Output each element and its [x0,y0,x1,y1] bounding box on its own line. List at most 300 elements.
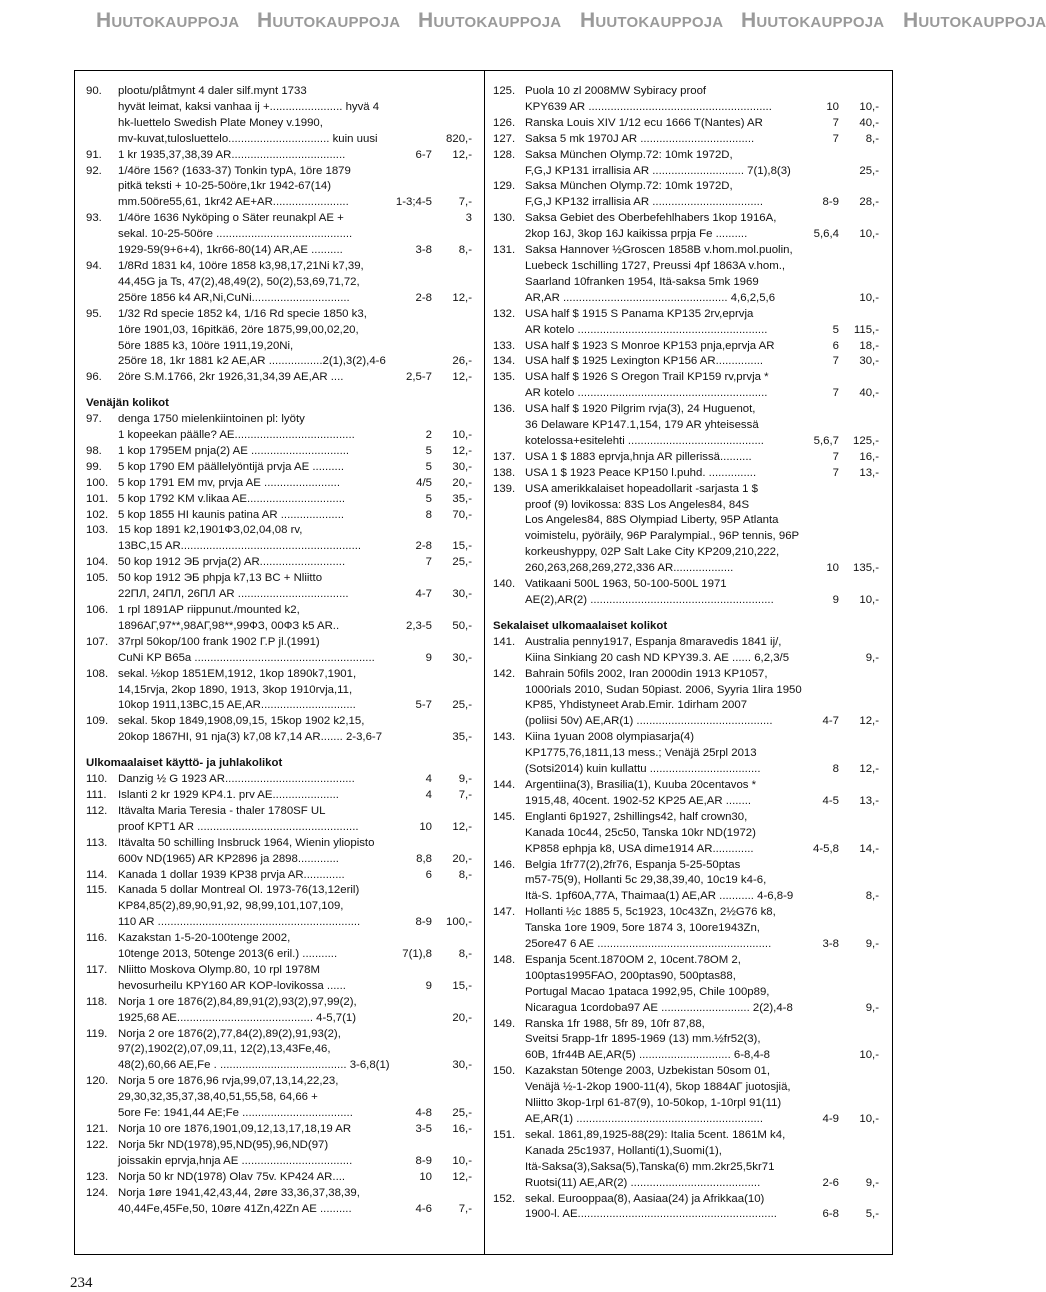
lot-line [118,354,472,370]
lot-number: 146. [493,858,516,871]
lot-line [525,794,879,810]
lot-description: Saksa 5 mk 1970J AR .................................... [525,132,755,145]
lot-line [118,370,472,386]
lot-line [525,339,879,355]
lot-entry [86,1138,472,1170]
section-heading: Venäjän kolikot [86,397,169,410]
lot-entry [86,836,472,868]
lot-description: pitkä teksti + 10-25-50öre,1kr 1942-67(14) [118,180,332,193]
lot-description: 1929-59(9+6+4), 1kr66-80(14) AR,AE .......... [118,244,343,257]
lot-line [118,1202,472,1218]
lot-price: 30,- [452,588,472,601]
lot-price: 15,- [452,540,472,553]
lot-description: joissakin eprvja,hnja AE ................................... [118,1154,353,1167]
right-column [493,84,879,1223]
lot-price: 15,- [452,979,472,992]
lot-description: 1 kr 1935,37,38,39 AR.................................... [118,148,346,161]
page-banner [0,0,1046,40]
lot-entry [493,730,879,778]
lot-number: 149. [493,1017,516,1030]
lot-description: Sveitsi 5rapp-1fr 1895-1969 (13) mm.½fr52(3), [525,1033,761,1046]
lot-line [118,211,472,227]
lot-description: sekal. Eurooppaa(8), Aasiaa(24) ja Afrikkaa(10) [525,1192,765,1205]
lot-line [118,323,472,339]
lot-description: Saarland 10franken 1954, Itä-saksa 5mk 1969 [525,275,759,288]
lot-line [118,539,472,555]
lot-line [118,915,472,931]
lot-price: 12,- [452,1170,472,1183]
lot-price: 50,- [452,619,472,632]
lot-number: 127. [493,132,516,145]
lot-price: 10,- [452,1154,472,1167]
lot-description: proof (9) lovikossa: 83S Los Angeles84, 84S [525,498,750,511]
lot-line [118,307,472,323]
lot-description: Argentiina(3), Brasilia(1), Kuuba 20centavos * [525,778,757,791]
lot-description: 5 kop 1790 EM päällelyöntijä prvja AE .......... [118,460,345,473]
lot-entry [86,667,472,715]
lot-grade: 2-8 [415,291,432,304]
lot-price: 16,- [452,1123,472,1135]
lot-number: 134. [493,355,516,368]
lot-entry [86,476,472,492]
lot-description: 260,263,268,269,272,336 AR................... [525,562,734,575]
lot-description: hyvät leimat, kaksi vanhaa ij +....................... hyvä 4 [118,100,380,113]
lot-entry [493,466,879,482]
lot-grade: 10 [826,100,839,113]
lot-line [525,195,879,211]
lot-description: 40,44Fe,45Fe,50, 10øre 41Zn,42Zn AE .......... [118,1202,352,1215]
lot-grade: 2-8 [415,540,432,553]
lot-price: 35,- [452,731,472,744]
lot-entry [493,307,879,339]
lot-line [525,985,879,1001]
lot-price: 16,- [859,450,879,463]
lot-description: 50 kop 1912 ЭБ phpja k7,13 BC + Nliitto [118,572,323,585]
lot-line [525,1001,879,1017]
lot-entry [493,577,879,609]
lot-number: 109. [86,715,109,728]
lot-grade: 7(1),8 [402,948,432,961]
lot-description: Norja 1 ore 1876(2),84,89,91(2),93(2),97,99(2), [118,995,357,1008]
lot-entry [86,772,472,788]
lot-line [525,386,879,402]
lot-price: 18,- [859,339,879,352]
lot-entry [86,1170,472,1186]
lot-grade: 4-5,8 [813,842,839,855]
lot-entry [86,84,472,148]
lot-description: Nliitto Moskova Olymp.80, 10 rpl 1978M [118,963,320,976]
lot-line [525,826,879,842]
lot-line [118,227,472,243]
lot-line [118,804,472,820]
lot-grade: 4-5 [822,794,839,807]
lot-line [118,979,472,995]
lot-description: 44,45G ja Ts, 47(2),48,49(2), 50(2),53,69,71,72, [118,275,360,288]
lot-number: 151. [493,1128,516,1141]
lot-grade: 3-5 [415,1123,432,1135]
lot-entry [493,1064,879,1128]
lot-description: 97(2),1902(2),07,09,11, 12(2),13,43Fe,46, [118,1043,331,1056]
lot-line [118,148,472,164]
lot-line [118,179,472,195]
lot-price: 12,- [452,371,472,384]
lot-line [525,762,879,778]
lot-line [525,1160,879,1176]
lot-line [118,243,472,259]
lot-line [525,132,879,148]
lot-description: Ruotsi(11) AE,AR(2) ......................................... [525,1176,761,1189]
lot-entry [86,995,472,1027]
lot-line [525,1207,879,1223]
lot-price: 8,- [865,890,879,903]
lot-number: 112. [86,804,108,817]
lot-entry [493,953,879,1017]
lot-line [525,577,879,593]
lot-number: 132. [493,307,516,320]
lot-description: Norja 50 kr ND(1978) Olav 75v. KP424 AR.... [118,1170,346,1183]
lot-entry [86,460,472,476]
lot-entry [86,508,472,524]
lot-line [118,444,472,460]
lot-line [525,482,879,498]
lot-line [525,402,879,418]
lot-price: 125,- [853,434,879,447]
lot-description: Saksa Gebiet des Oberbefehlhabers 1kop 1916A, [525,212,777,225]
lot-line [525,667,879,683]
lot-description: USA half $ 1923 S Monroe KP153 pnja,eprvja AR [525,339,775,352]
lot-number: 141. [493,635,516,648]
lot-line [525,1112,879,1128]
lot-description: Nicaragua 1cordoba97 AE ............................ 2(2),4-8 [525,1001,793,1014]
lot-price: 7,- [458,196,472,209]
lot-description: Saksa Hannover ½Groscen 1858B v.hom.mol.puolin, [525,244,793,257]
lot-line [118,339,472,355]
lot-description: m57-75(9), Hollanti 5c 29,38,39,40, 10c19 k4-6, [525,874,767,887]
lot-number: 108. [86,667,109,680]
lot-line [118,1186,472,1202]
lot-line [525,1032,879,1048]
lot-grade: 10 [419,1170,432,1183]
lot-line [525,307,879,323]
lot-line [525,148,879,164]
lot-number: 113. [86,836,108,849]
lot-number: 91. [86,148,102,161]
lot-grade: 5 [425,444,432,457]
lot-number: 152. [493,1192,516,1205]
lot-line [118,275,472,291]
lot-number: 131. [493,244,516,257]
lot-price: 70,- [452,508,472,521]
lot-description: korkeushyppy, 02P Salt Lake City KP209,210,222, [525,546,780,559]
lot-description: sekal. 1861,89,1925-88(29): Italia 5cent. 1861M k4, [525,1128,786,1141]
lot-price: 25,- [452,556,472,569]
lot-number: 111. [86,788,107,801]
lot-description: Itävalta Maria Teresia - thaler 1780SF UL [118,804,326,817]
lot-line [525,1144,879,1160]
lot-description: Ranska 1fr 1988, 5fr 89, 10fr 87,88, [525,1017,705,1030]
lot-number: 110. [86,773,108,786]
lot-price: 30,- [452,651,472,664]
lot-line [118,1011,472,1027]
lot-line [525,450,879,466]
lot-price: 7,- [458,788,472,801]
lot-grade: 4-8 [415,1107,432,1120]
lot-number: 97. [86,413,102,426]
lot-price: 25,- [452,699,472,712]
lot-number: 98. [86,444,102,457]
lot-entry [493,148,879,180]
banner-text: Huutokauppoja [418,9,562,32]
lot-price: 25,- [452,1107,472,1120]
lot-grade: 3-8 [822,938,839,951]
lot-line [525,953,879,969]
section-heading: Ulkomaalaiset käyttö- ja juhlakolikot [86,757,283,770]
lot-description: 50 kop 1912 ЭБ prvja(2) AR........................... [118,556,346,569]
lot-number: 144. [493,778,516,791]
lot-number: 147. [493,906,516,919]
lot-line [118,164,472,180]
lot-description: KP858 ephpja k8, USA dime1914 AR............. [525,842,754,855]
lot-line [525,227,879,243]
lot-description: Islanti 2 kr 1929 KP4.1. prv AE..................... [118,788,339,801]
lot-number: 123. [86,1170,109,1183]
lot-description: Belgia 1fr77(2),2fr76, Espanja 5-25-50ptas [525,858,741,871]
lot-description: 10tenge 2013, 50tenge 2013(6 eril.) ........... [118,948,338,961]
left-column [86,84,472,1217]
lot-grade: 6 [832,339,839,352]
lot-description: mm.50öre55,61, 1kr42 AE+AR........................ [118,196,349,209]
lot-number: 104. [86,556,109,569]
lot-line [525,370,879,386]
lot-number: 107. [86,635,109,648]
banner-text: Huutokauppoja [96,9,240,32]
lot-price: 8,- [458,244,472,257]
lot-description: KP85, Yhdistyneet Arab.Emir. 1dirham 2007 [525,699,748,712]
lot-grade: 7 [832,355,839,368]
lot-entry [86,444,472,460]
lot-description: Puola 10 zl 2008MW Sybiracy proof [525,85,707,97]
lot-number: 143. [493,731,516,744]
lot-description: CuNi KP B65a ......................................................... [118,651,375,664]
lot-description: sekal. ½kop 1851EM,1912, 1kop 1890k7,1901, [118,667,357,680]
lot-description: 13BC,15 AR......................................................... [118,540,362,553]
lot-description: Kazakstan 50tenge 2003, Uzbekistan 50som 01, [525,1065,771,1078]
lot-entry [493,1192,879,1224]
lot-line [525,513,879,529]
lot-description: hevosurheilu KPY160 AR KOP-lovikossa ...... [118,979,346,992]
lot-number: 129. [493,180,516,193]
lot-line [525,164,879,180]
lot-line [525,1176,879,1192]
lot-price: 20,- [452,476,472,489]
lot-price: 12,- [859,715,879,728]
lot-entry [86,307,472,371]
lot-description: 5ore Fe: 1941,44 AE;Fe ................................... [118,1107,353,1120]
lot-entry [86,148,472,164]
lot-entry [86,571,472,603]
lot-grade: 6-7 [415,148,432,161]
lot-price: 12,- [452,148,472,161]
lot-grade: 2,3-5 [406,619,432,632]
lot-grade: 10 [826,562,839,575]
lot-number: 118. [86,995,108,1008]
lot-price: 12,- [452,291,472,304]
lot-grade: 7 [832,116,839,129]
lot-description: 1/32 Rd specie 1852 k4, 1/16 Rd specie 1850 k3, [118,307,367,320]
lot-description: 1 rpl 1891АР riippunut./mounted k2, [118,604,300,616]
lot-description: sekal. 5kop 1849,1908,09,15, 15kop 1902 k2,15, [118,715,365,728]
lot-line [525,810,879,826]
lot-description: 1896АГ,97**,98АГ,98**,99ФЗ, 00ФЗ k5 AR.. [118,619,340,632]
lot-description: voimistelu, pyöräily, 96P Paralympial., 96P tennis, 96P [525,530,800,543]
lot-price: 9,- [865,651,879,664]
lot-line [118,714,472,730]
lot-number: 135. [493,371,516,384]
lot-description: Kanada 10c44, 25c50, Tanska 10kr ND(1972) [525,826,756,839]
lot-description: AR kotelo ............................................................ [525,387,768,400]
lot-line [525,243,879,259]
lot-description: F,G,J KP131 irrallisia AR ............................. 7(1),8(3) [525,164,791,177]
lot-number: 130. [493,212,516,225]
lot-grade: 8-9 [822,196,839,209]
lot-entry [493,132,879,148]
lot-number: 145. [493,810,516,823]
lot-grade: 7 [832,466,839,479]
lot-entry [86,1027,472,1075]
lot-line [525,873,879,889]
lot-line [118,772,472,788]
lot-line [118,899,472,915]
lot-description: KP1775,76,1811,13 mess.; Venäjä 25rpl 2013 [525,747,757,760]
lot-description: Itävalta 50 schilling Insbruck 1964, Wienin yliopisto [118,836,375,849]
lot-line [118,635,472,651]
lot-line [118,1090,472,1106]
column-divider [484,70,485,1255]
lot-grade: 3 [465,212,472,225]
lot-price: 115,- [853,323,879,336]
lot-line [118,931,472,947]
lot-line [118,603,472,619]
lot-description: Itä-S. 1pf60A,77A, Thaimaa(1) AE,AR ........... 4-6,8-9 [525,890,794,903]
lot-entry [86,164,472,212]
lot-line [525,466,879,482]
lot-description: 36 Delaware KP147.1,154, 179 AR yhteisessä [525,419,759,432]
lot-grade: 5 [425,492,432,505]
lot-number: 122. [86,1138,109,1151]
lot-entry [493,1017,879,1065]
lot-grade: 9 [425,979,432,992]
lot-description: Vatikaani 500L 1963, 50-100-500L 1971 [525,578,727,591]
lot-description: 1 kop 1795EM pnja(2) AE ............................... [118,444,350,457]
lot-description: (Sotsi2014) kuin kullattu ................................... [525,763,761,776]
lot-entry [86,1074,472,1122]
lot-number: 124. [86,1186,109,1199]
lot-description: Norja 1øre 1941,42,43,44, 2øre 33,36,37,38,39, [118,1186,360,1199]
lot-entry [86,603,472,635]
lot-line [118,1170,472,1186]
lot-description: USA amerikkalaiset hopeadollarit -sarjasta 1 $ [525,482,758,495]
lot-grade: 4-7 [415,588,432,601]
lot-line [118,1138,472,1154]
lot-entry [493,354,879,370]
lot-grade: 8 [832,763,839,776]
lot-line [118,1154,472,1170]
lot-description: Australia penny1917, Espanja 8maravedis 1841 ij/, [525,635,782,648]
lot-line [118,492,472,508]
lot-entry [493,635,879,667]
lot-line [118,460,472,476]
lot-price: 30,- [859,355,879,368]
lot-line [525,275,879,291]
lot-entry [493,211,879,243]
lot-grade: 4-9 [822,1113,839,1125]
lot-entry [86,868,472,884]
lot-price: 9,- [865,938,879,951]
lot-line [525,778,879,794]
lot-description: 60B, 1fr44B AE,AR(5) ............................. 6-8,4-8 [525,1049,770,1062]
lot-description: Saksa München Olymp.72: 10mk 1972D, [525,148,733,161]
lot-line [525,1128,879,1144]
lot-description: 100ptas1995FAO, 200ptas90, 500ptas88, [525,969,736,982]
lot-number: 90. [86,85,102,97]
banner-text: Huutokauppoja [903,9,1046,32]
lot-entry [493,402,879,450]
page-number: 234 [70,1275,93,1291]
lot-number: 117. [86,963,108,976]
lot-number: 140. [493,578,516,591]
lot-description: 10kop 1911,13BC,15 AE,AR.............................. [118,699,356,712]
lot-line [118,852,472,868]
lot-description: Kanada 5 dollar Montreal Ol. 1973-76(13,12eril) [118,884,360,897]
lot-description: 1/4öre 156? (1633-37) Tonkin typA, 1öre 1879 [118,164,351,177]
lot-line [525,730,879,746]
lot-number: 103. [86,524,109,537]
lot-line [525,529,879,545]
lot-number: 92. [86,164,102,177]
lot-grade: 5 [832,323,839,336]
lot-entry [493,370,879,402]
lot-number: 137. [493,450,516,463]
lot-description: Kiina 1yuan 2008 olympiasarja(4) [525,731,695,744]
lot-line [525,354,879,370]
lot-number: 121. [86,1123,109,1135]
lot-price: 10,- [859,1049,879,1062]
lot-price: 10,- [859,228,879,241]
lot-line [118,523,472,539]
lot-line [525,1017,879,1033]
lot-description: sekal. 10-25-50öre ........................................... [118,228,353,241]
lot-line [525,1048,879,1064]
lot-entry [493,905,879,953]
lot-entry [86,259,472,307]
lot-price: 12,- [859,763,879,776]
lot-line [118,1122,472,1138]
lot-description: plootu/plåtmynt 4 daler silf.mynt 1733 [118,85,307,97]
lot-line [118,116,472,132]
lot-description: mv-kuvat,tulosluettelo................................ kuin uusi [118,132,378,145]
lot-number: 136. [493,403,516,416]
lot-number: 95. [86,307,102,320]
lot-description: 22ПЛ, 24ПЛ, 26ПЛ AR ................................... [118,588,349,601]
lot-price: 10,- [859,594,879,606]
lot-number: 128. [493,148,516,161]
lot-grade: 2 [425,429,432,442]
lot-line [118,476,472,492]
lot-line [118,555,472,571]
lot-number: 150. [493,1065,516,1078]
lot-line [525,683,879,699]
lot-description: Norja 5 ore 1876,96 rvja,99,07,13,14,22,23, [118,1075,339,1088]
